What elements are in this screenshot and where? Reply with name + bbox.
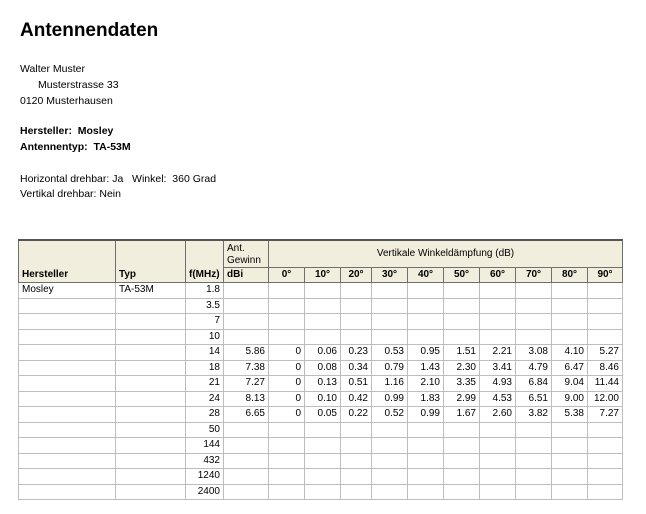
header-angle: 70° [516, 268, 552, 283]
header-gain-line1: Ant. [227, 243, 245, 254]
cell-attenuation: 4.10 [552, 345, 588, 361]
cell-attenuation [588, 283, 623, 299]
cell-frequency: 28 [186, 407, 224, 423]
cell-attenuation: 1.16 [372, 376, 408, 392]
cell-typ [116, 376, 186, 392]
cell-attenuation: 8.46 [588, 360, 623, 376]
cell-attenuation [588, 469, 623, 485]
antenna-data-table [18, 239, 623, 500]
cell-attenuation: 4.53 [480, 391, 516, 407]
cell-attenuation [516, 422, 552, 438]
cell-gain [224, 298, 269, 314]
cell-attenuation [305, 469, 341, 485]
cell-hersteller [19, 407, 116, 423]
cell-frequency: 21 [186, 376, 224, 392]
cell-attenuation [269, 283, 305, 299]
cell-attenuation [372, 453, 408, 469]
cell-attenuation: 0.52 [372, 407, 408, 423]
cell-frequency: 144 [186, 438, 224, 454]
cell-attenuation [341, 422, 372, 438]
cell-attenuation [588, 298, 623, 314]
cell-attenuation [444, 484, 480, 500]
cell-attenuation [552, 329, 588, 345]
cell-attenuation [552, 438, 588, 454]
cell-gain [224, 283, 269, 299]
cell-attenuation [480, 484, 516, 500]
cell-attenuation [444, 298, 480, 314]
cell-attenuation: 0 [269, 376, 305, 392]
cell-attenuation [480, 329, 516, 345]
cell-attenuation: 2.10 [408, 376, 444, 392]
cell-attenuation: 0 [269, 407, 305, 423]
cell-gain: 8.13 [224, 391, 269, 407]
cell-attenuation [305, 438, 341, 454]
cell-attenuation [341, 484, 372, 500]
table-row [19, 345, 623, 361]
cell-typ [116, 329, 186, 345]
header-angle: 40° [408, 268, 444, 283]
header-angle: 50° [444, 268, 480, 283]
cell-gain [224, 484, 269, 500]
cell-attenuation [305, 298, 341, 314]
cell-attenuation [480, 283, 516, 299]
cell-attenuation: 0.99 [408, 407, 444, 423]
cell-attenuation [305, 329, 341, 345]
cell-attenuation [480, 422, 516, 438]
cell-attenuation [269, 298, 305, 314]
cell-attenuation: 0.06 [305, 345, 341, 361]
cell-attenuation: 6.51 [516, 391, 552, 407]
header-angle: 0° [269, 268, 305, 283]
cell-attenuation [480, 453, 516, 469]
cell-attenuation [408, 298, 444, 314]
cell-attenuation [305, 422, 341, 438]
cell-hersteller [19, 438, 116, 454]
cell-attenuation [552, 298, 588, 314]
owner-city: 0120 Musterhausen [20, 95, 113, 107]
cell-gain [224, 422, 269, 438]
header-frequency: f(MHz) [186, 240, 224, 283]
cell-attenuation [444, 329, 480, 345]
cell-typ [116, 484, 186, 500]
cell-attenuation [552, 453, 588, 469]
cell-attenuation: 2.60 [480, 407, 516, 423]
cell-attenuation: 0 [269, 391, 305, 407]
cell-attenuation [305, 484, 341, 500]
cell-attenuation [516, 469, 552, 485]
cell-attenuation: 0.34 [341, 360, 372, 376]
cell-gain [224, 469, 269, 485]
cell-attenuation [588, 329, 623, 345]
table-row [19, 484, 623, 500]
cell-attenuation [516, 298, 552, 314]
header-angle: 60° [480, 268, 516, 283]
cell-attenuation [269, 484, 305, 500]
cell-attenuation [516, 283, 552, 299]
cell-attenuation [552, 422, 588, 438]
cell-attenuation: 2.30 [444, 360, 480, 376]
header-gain-line2: Gewinn [227, 255, 261, 266]
cell-hersteller [19, 469, 116, 485]
cell-frequency: 10 [186, 329, 224, 345]
cell-attenuation [372, 298, 408, 314]
horizontal-rotation-line: Horizontal drehbar: Ja Winkel: 360 Grad [20, 173, 217, 185]
cell-frequency: 1.8 [186, 283, 224, 299]
cell-attenuation [408, 469, 444, 485]
vertical-rotation-line: Vertikal drehbar: Nein [20, 188, 121, 200]
cell-typ [116, 345, 186, 361]
cell-typ [116, 298, 186, 314]
cell-frequency: 14 [186, 345, 224, 361]
table-row [19, 360, 623, 376]
cell-attenuation: 2.99 [444, 391, 480, 407]
cell-attenuation [588, 438, 623, 454]
cell-hersteller [19, 391, 116, 407]
cell-attenuation [305, 314, 341, 330]
cell-attenuation: 3.08 [516, 345, 552, 361]
cell-attenuation [588, 453, 623, 469]
cell-attenuation [269, 438, 305, 454]
cell-typ [116, 314, 186, 330]
cell-attenuation [408, 438, 444, 454]
cell-attenuation: 1.43 [408, 360, 444, 376]
cell-attenuation [516, 438, 552, 454]
cell-attenuation: 11.44 [588, 376, 623, 392]
cell-attenuation [372, 484, 408, 500]
header-hersteller: Hersteller [19, 240, 116, 283]
table-row [19, 391, 623, 407]
cell-attenuation: 0 [269, 345, 305, 361]
cell-attenuation [341, 438, 372, 454]
cell-attenuation [372, 422, 408, 438]
cell-attenuation [516, 329, 552, 345]
cell-hersteller [19, 376, 116, 392]
cell-attenuation: 1.67 [444, 407, 480, 423]
cell-typ [116, 453, 186, 469]
cell-hersteller [19, 298, 116, 314]
cell-attenuation [516, 314, 552, 330]
cell-attenuation: 0.99 [372, 391, 408, 407]
cell-attenuation [552, 314, 588, 330]
header-typ: Typ [116, 240, 186, 283]
cell-attenuation [269, 422, 305, 438]
cell-attenuation [269, 453, 305, 469]
cell-hersteller [19, 314, 116, 330]
cell-typ [116, 422, 186, 438]
cell-attenuation: 0.05 [305, 407, 341, 423]
cell-typ [116, 391, 186, 407]
cell-typ [116, 438, 186, 454]
owner-street: Musterstrasse 33 [38, 79, 119, 91]
cell-typ [116, 469, 186, 485]
cell-attenuation [444, 453, 480, 469]
cell-attenuation [480, 298, 516, 314]
cell-attenuation [269, 314, 305, 330]
cell-attenuation [516, 484, 552, 500]
cell-attenuation [341, 298, 372, 314]
cell-attenuation [552, 283, 588, 299]
cell-attenuation [444, 422, 480, 438]
cell-attenuation [444, 438, 480, 454]
cell-attenuation: 4.93 [480, 376, 516, 392]
cell-gain [224, 453, 269, 469]
cell-attenuation [269, 329, 305, 345]
cell-attenuation [341, 329, 372, 345]
cell-attenuation [408, 453, 444, 469]
cell-frequency: 50 [186, 422, 224, 438]
cell-hersteller [19, 329, 116, 345]
cell-attenuation [372, 469, 408, 485]
cell-gain: 5.86 [224, 345, 269, 361]
cell-gain: 7.38 [224, 360, 269, 376]
cell-attenuation: 9.00 [552, 391, 588, 407]
cell-attenuation [341, 469, 372, 485]
owner-name: Walter Muster [20, 63, 85, 75]
cell-hersteller [19, 345, 116, 361]
header-gain-unit: dBi [224, 268, 269, 283]
cell-hersteller [19, 360, 116, 376]
cell-attenuation [341, 283, 372, 299]
cell-attenuation: 0.23 [341, 345, 372, 361]
cell-attenuation [588, 314, 623, 330]
cell-attenuation: 0.22 [341, 407, 372, 423]
cell-attenuation: 4.79 [516, 360, 552, 376]
cell-attenuation [408, 484, 444, 500]
cell-attenuation: 5.27 [588, 345, 623, 361]
cell-gain: 6.65 [224, 407, 269, 423]
cell-attenuation: 5.38 [552, 407, 588, 423]
cell-attenuation: 0.13 [305, 376, 341, 392]
cell-attenuation: 1.51 [444, 345, 480, 361]
cell-attenuation: 0.53 [372, 345, 408, 361]
cell-attenuation [269, 469, 305, 485]
cell-attenuation [408, 283, 444, 299]
cell-attenuation [480, 438, 516, 454]
cell-hersteller [19, 422, 116, 438]
cell-attenuation: 0.10 [305, 391, 341, 407]
cell-attenuation: 0.51 [341, 376, 372, 392]
cell-attenuation [408, 422, 444, 438]
cell-attenuation: 1.83 [408, 391, 444, 407]
cell-attenuation [341, 453, 372, 469]
antenna-type-line: Antennentyp: TA-53M [20, 141, 131, 153]
header-angle: 10° [305, 268, 341, 283]
cell-frequency: 7 [186, 314, 224, 330]
cell-attenuation [372, 283, 408, 299]
cell-typ [116, 407, 186, 423]
cell-attenuation [552, 484, 588, 500]
cell-attenuation [372, 329, 408, 345]
cell-attenuation [444, 469, 480, 485]
cell-attenuation [408, 314, 444, 330]
cell-frequency: 1240 [186, 469, 224, 485]
table-row [19, 376, 623, 392]
cell-gain: 7.27 [224, 376, 269, 392]
cell-attenuation [305, 453, 341, 469]
cell-attenuation [341, 314, 372, 330]
cell-typ: TA-53M [116, 283, 186, 299]
cell-attenuation [444, 283, 480, 299]
cell-attenuation [588, 484, 623, 500]
cell-attenuation [408, 329, 444, 345]
table-row [19, 407, 623, 423]
cell-attenuation: 3.41 [480, 360, 516, 376]
cell-attenuation [516, 453, 552, 469]
cell-attenuation [444, 314, 480, 330]
page-title: Antennendaten [20, 20, 159, 41]
header-vertical-attenuation: Vertikale Winkeldämpfung (dB) [269, 240, 623, 268]
cell-attenuation: 9.04 [552, 376, 588, 392]
cell-frequency: 2400 [186, 484, 224, 500]
cell-frequency: 24 [186, 391, 224, 407]
cell-typ [116, 360, 186, 376]
cell-attenuation: 3.35 [444, 376, 480, 392]
cell-attenuation [305, 283, 341, 299]
cell-hersteller [19, 453, 116, 469]
header-antenna-gain [224, 240, 269, 268]
cell-attenuation: 12.00 [588, 391, 623, 407]
table-row [19, 283, 623, 299]
table-row [19, 298, 623, 314]
cell-gain [224, 438, 269, 454]
cell-attenuation: 0 [269, 360, 305, 376]
table-row [19, 453, 623, 469]
cell-attenuation: 6.84 [516, 376, 552, 392]
cell-attenuation [480, 314, 516, 330]
cell-hersteller: Mosley [19, 283, 116, 299]
cell-attenuation: 0.79 [372, 360, 408, 376]
cell-attenuation: 2.21 [480, 345, 516, 361]
cell-gain [224, 329, 269, 345]
manufacturer-line: Hersteller: Mosley [20, 125, 114, 137]
cell-attenuation: 3.82 [516, 407, 552, 423]
cell-attenuation [372, 438, 408, 454]
cell-attenuation: 7.27 [588, 407, 623, 423]
cell-gain [224, 314, 269, 330]
cell-frequency: 432 [186, 453, 224, 469]
table-row [19, 314, 623, 330]
table-row [19, 422, 623, 438]
cell-hersteller [19, 484, 116, 500]
cell-attenuation: 0.08 [305, 360, 341, 376]
header-angle: 20° [341, 268, 372, 283]
header-angle: 80° [552, 268, 588, 283]
cell-frequency: 18 [186, 360, 224, 376]
cell-attenuation: 0.42 [341, 391, 372, 407]
table-row [19, 438, 623, 454]
cell-attenuation [372, 314, 408, 330]
header-angle: 30° [372, 268, 408, 283]
header-angle: 90° [588, 268, 623, 283]
table-row [19, 329, 623, 345]
cell-attenuation [552, 469, 588, 485]
cell-attenuation [480, 469, 516, 485]
cell-attenuation: 6.47 [552, 360, 588, 376]
cell-attenuation [588, 422, 623, 438]
cell-attenuation: 0.95 [408, 345, 444, 361]
table-row [19, 469, 623, 485]
cell-frequency: 3.5 [186, 298, 224, 314]
